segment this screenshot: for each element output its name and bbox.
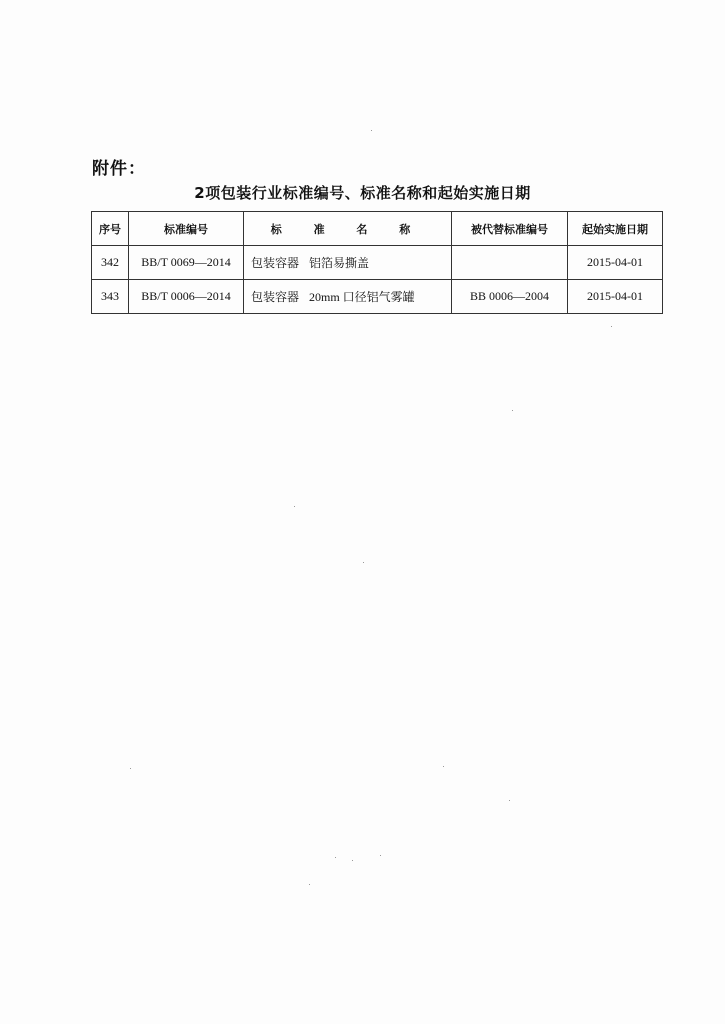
table-row bbox=[92, 280, 663, 314]
document-title: 2项包装行业标准编号、标准名称和起始实施日期 bbox=[194, 184, 531, 202]
cell-replaced-no: BB 0006—2004 bbox=[452, 280, 568, 314]
cell-std-name bbox=[244, 246, 452, 280]
standards-table bbox=[91, 211, 663, 314]
cell-std-no: BB/T 0006—2014 bbox=[129, 280, 244, 314]
scan-speck bbox=[130, 768, 131, 769]
scan-speck bbox=[443, 766, 444, 767]
table-row bbox=[92, 246, 663, 280]
scan-speck bbox=[363, 562, 364, 563]
cell-std-title: 20mm 口径铝气雾罐 bbox=[309, 290, 415, 304]
cell-seq: 343 bbox=[92, 280, 129, 314]
cell-replaced-no bbox=[452, 246, 568, 280]
cell-start-date: 2015-04-01 bbox=[568, 246, 663, 280]
header-replaced-no: 被代替标准编号 bbox=[452, 212, 568, 246]
scan-speck bbox=[371, 130, 372, 131]
cell-std-name bbox=[244, 280, 452, 314]
cell-std-no: BB/T 0069—2014 bbox=[129, 246, 244, 280]
attachment-label: 附件： bbox=[92, 159, 146, 179]
cell-std-category: 包装容器 bbox=[251, 256, 300, 270]
scan-speck bbox=[294, 506, 295, 507]
scan-speck bbox=[509, 800, 510, 801]
header-start-date: 起始实施日期 bbox=[568, 212, 663, 246]
scan-speck bbox=[380, 855, 381, 856]
header-seq: 序号 bbox=[92, 212, 129, 246]
scan-speck bbox=[309, 884, 310, 885]
scan-speck bbox=[352, 860, 353, 861]
cell-std-category: 包装容器 bbox=[251, 290, 300, 304]
cell-start-date: 2015-04-01 bbox=[568, 280, 663, 314]
scan-speck bbox=[512, 410, 513, 411]
header-std-name-text: 标 准 名 称 bbox=[270, 222, 425, 236]
scan-speck bbox=[611, 326, 612, 327]
header-std-name bbox=[244, 212, 452, 246]
scan-speck bbox=[335, 857, 336, 858]
cell-seq: 342 bbox=[92, 246, 129, 280]
cell-std-title: 铝箔易撕盖 bbox=[309, 256, 370, 270]
table-header-row bbox=[92, 212, 663, 246]
header-std-no: 标准编号 bbox=[129, 212, 244, 246]
